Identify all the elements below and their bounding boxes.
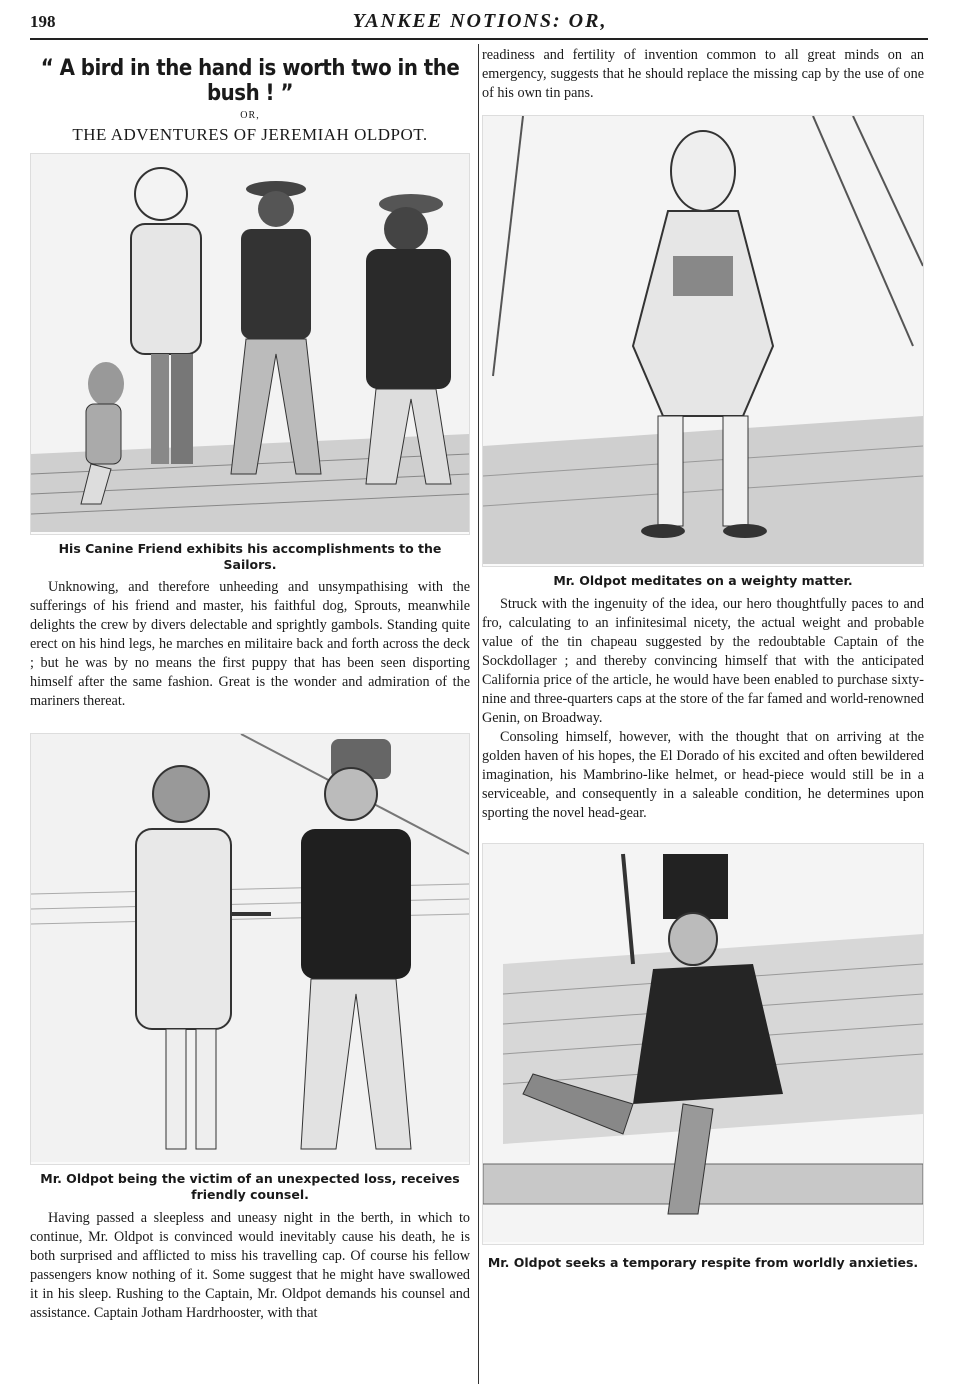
page-header	[30, 8, 930, 36]
paragraph-sleepless-night: Having passed a sleepless and uneasy night in the berth, in which to continue, Mr. Oldpot is convinced would inevitably cause his death, he is both surprised and afflicted to miss his travelling cap. Of course his fellow passengers know nothing of it. Some suggest that he might have swallowed it in his sleep. Rushing to the Captain, Mr. Oldpot demands his counsel and assistance. Captain Jotham Hardrhooster, with that	[30, 1209, 470, 1321]
illustration-sailors-and-dog	[30, 153, 470, 535]
paragraph-readiness: readiness and fertility of invention common to all great minds on an emergency, suggests that he should replace the missing cap by the use of one of his own tin pans.	[482, 47, 924, 101]
running-title: YANKEE NOTIONS: OR,	[352, 10, 608, 32]
illustration-temporary-respite	[482, 843, 924, 1245]
story-subtitle: THE ADVENTURES OF JEREMIAH OLDPOT.	[72, 125, 428, 144]
story-title: “ A bird in the hand is worth two in the bush ! ”	[40, 56, 460, 106]
header-rule	[30, 38, 928, 40]
caption-meditates: Mr. Oldpot meditates on a weighty matter.	[553, 573, 853, 588]
paragraph-ingenuity: Struck with the ingenuity of the idea, our hero thoughtfully paces to and fro, calculating to an infinitesimal nicety, the actual weight and probable value of the tin chapeau suggested by the redoubtable Captain of the Sockdollager ; and thereby convincing himself that with the anticipated California price of the article, he would have been enabled to purchase sixty-nine and three-quarters caps at the store of the far famed and world-renowned Genin, on Broadway.	[482, 595, 924, 726]
page-number: 198	[30, 12, 56, 31]
column-divider	[478, 44, 479, 1384]
illustration-friendly-counsel	[30, 733, 470, 1165]
paragraph-consoling: Consoling himself, however, with the thought that on arriving at the golden haven of his hopes, the El Dorado of his excited and often bewildered imagination, his Mambrino-like helmet, or head-piece would still be in a serviceable, and consequently in a saleable condition, he determines upon sporting the novel head-gear.	[482, 728, 924, 821]
paragraph-sprouts: Unknowing, and therefore unheeding and unsympathising with the sufferings of his friend and master, his faithful dog, Sprouts, meanwhile delights the crew by divers delectable and sprightly gambols. Standing quite erect on his hind legs, he marches en militaire back and forth across the deck ; but he was by no means the first puppy that has been seen disporting himself after the same fashion. Great is the wonder and admiration of the mariners thereat.	[30, 579, 470, 710]
caption-unexpected-loss: Mr. Oldpot being the victim of an unexpected loss, receives friendly counsel.	[40, 1171, 460, 1202]
caption-temporary-respite: Mr. Oldpot seeks a temporary respite from worldly anxieties.	[487, 1254, 919, 1270]
left-column	[30, 46, 470, 1323]
caption-canine-friend: His Canine Friend exhibits his accomplishments to the Sailors.	[58, 541, 442, 572]
right-column	[482, 46, 924, 1276]
illustration-meditates	[482, 115, 924, 567]
or-line: OR,	[240, 110, 260, 121]
